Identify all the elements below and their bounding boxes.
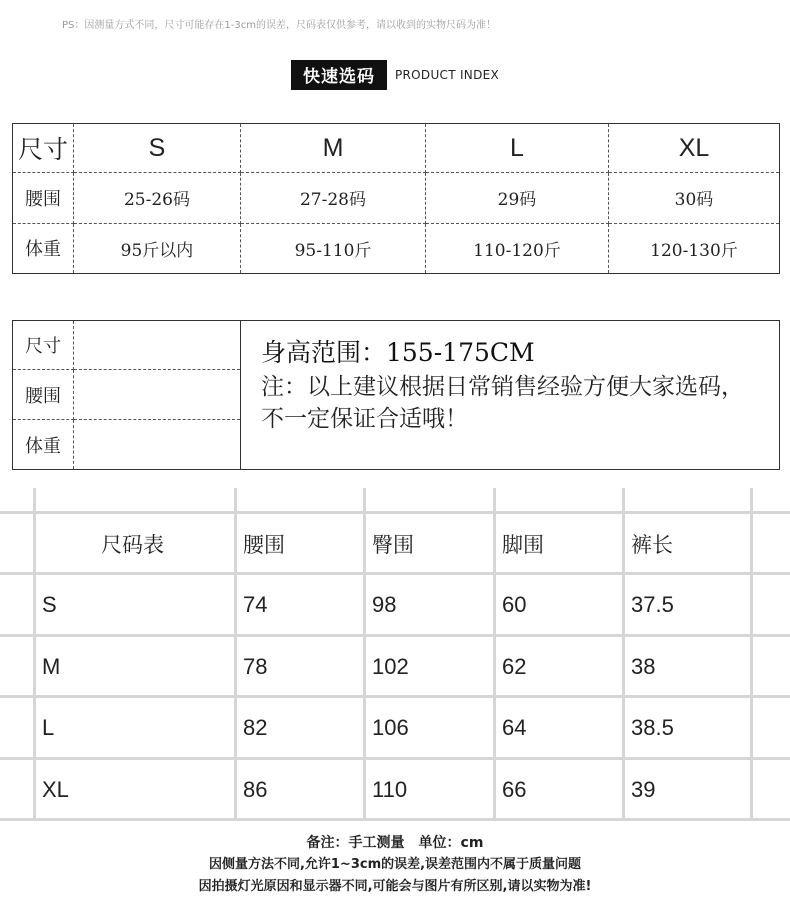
height-range: 身高范围：155-175CM [261,338,535,367]
grid-line [0,634,790,637]
grid-line [363,488,366,818]
weight-s: 95斤以内 [74,223,241,273]
header-leg-opening: 脚围 [502,533,544,557]
recommendation-note: 注：以上建议根据日常销售经验方便大家选码，不一定保证合适哦！ [261,374,744,432]
disclaimer-note: PS：因测量方式不同，尺寸可能存在1-3cm的误差，尺码表仅供参考，请以收到的实物尺码为准！ [62,20,496,31]
section-title [0,60,790,90]
guide-row-header-size: 尺寸 [13,321,74,370]
row-length: 39 [631,777,656,802]
grid-line [493,488,496,818]
row-hip: 102 [372,654,409,679]
row-leg-opening: 62 [502,654,527,679]
row-hip: 98 [372,592,397,617]
quick-size-table [12,123,780,274]
footer-note-color: 因拍摄灯光原因和显示器不同,可能会与图片有所区别,请以实物为准! [198,879,592,894]
row-header-weight: 体重 [13,223,74,273]
row-length: 37.5 [631,592,674,617]
title-cn: 快速选码 [291,60,387,90]
guide-blank-cell [74,370,241,420]
row-waist: 74 [243,592,268,617]
title-en: PRODUCT INDEX [394,68,500,82]
grid-line [750,488,753,818]
guide-row-header-weight: 体重 [13,420,74,470]
row-leg-opening: 66 [502,777,527,802]
grid-line [0,695,790,698]
size-l: L [426,124,609,173]
grid-line [0,511,790,514]
size-m: M [241,124,426,173]
guide-row-header-waist: 腰围 [13,370,74,420]
row-length: 38 [631,654,656,679]
size-s: S [74,124,241,173]
row-size: M [42,654,61,679]
guide-blank-cell [74,420,241,470]
row-header-waist: 腰围 [13,173,74,223]
row-size: L [42,715,55,740]
height-guide-box [12,320,780,470]
waist-l: 29码 [426,173,609,223]
waist-xl: 30码 [609,173,780,223]
row-waist: 82 [243,715,268,740]
guide-blank-cell [74,321,241,370]
grid-line [0,818,790,821]
waist-m: 27-28码 [241,173,426,223]
weight-m: 95-110斤 [241,223,426,273]
size-xl: XL [609,124,780,173]
row-size: XL [42,777,69,802]
row-hip: 110 [372,777,408,802]
row-waist: 78 [243,654,268,679]
grid-line [33,488,36,818]
grid-line [234,488,237,818]
header-hip: 臀围 [372,533,414,557]
header-waist: 腰围 [243,533,285,557]
grid-line [622,488,625,818]
header-size-chart: 尺码表 [101,533,164,557]
row-leg-opening: 64 [502,715,527,740]
row-size: S [42,592,57,617]
header-length: 裤长 [631,533,673,557]
waist-s: 25-26码 [74,173,241,223]
row-waist: 86 [243,777,268,802]
grid-line [0,572,790,575]
footer-note-unit: 备注：手工测量 单位：cm [306,835,484,851]
weight-xl: 120-130斤 [609,223,780,273]
row-leg-opening: 60 [502,592,527,617]
row-length: 38.5 [631,715,674,740]
row-hip: 106 [372,715,409,740]
grid-line [0,757,790,760]
footer-note-tolerance: 因侧量方法不同,允许1~3cm的误差,误差范围内不属于质量问题 [208,857,582,872]
row-header-size: 尺寸 [13,124,74,173]
weight-l: 110-120斤 [426,223,609,273]
guide-note [241,321,780,470]
